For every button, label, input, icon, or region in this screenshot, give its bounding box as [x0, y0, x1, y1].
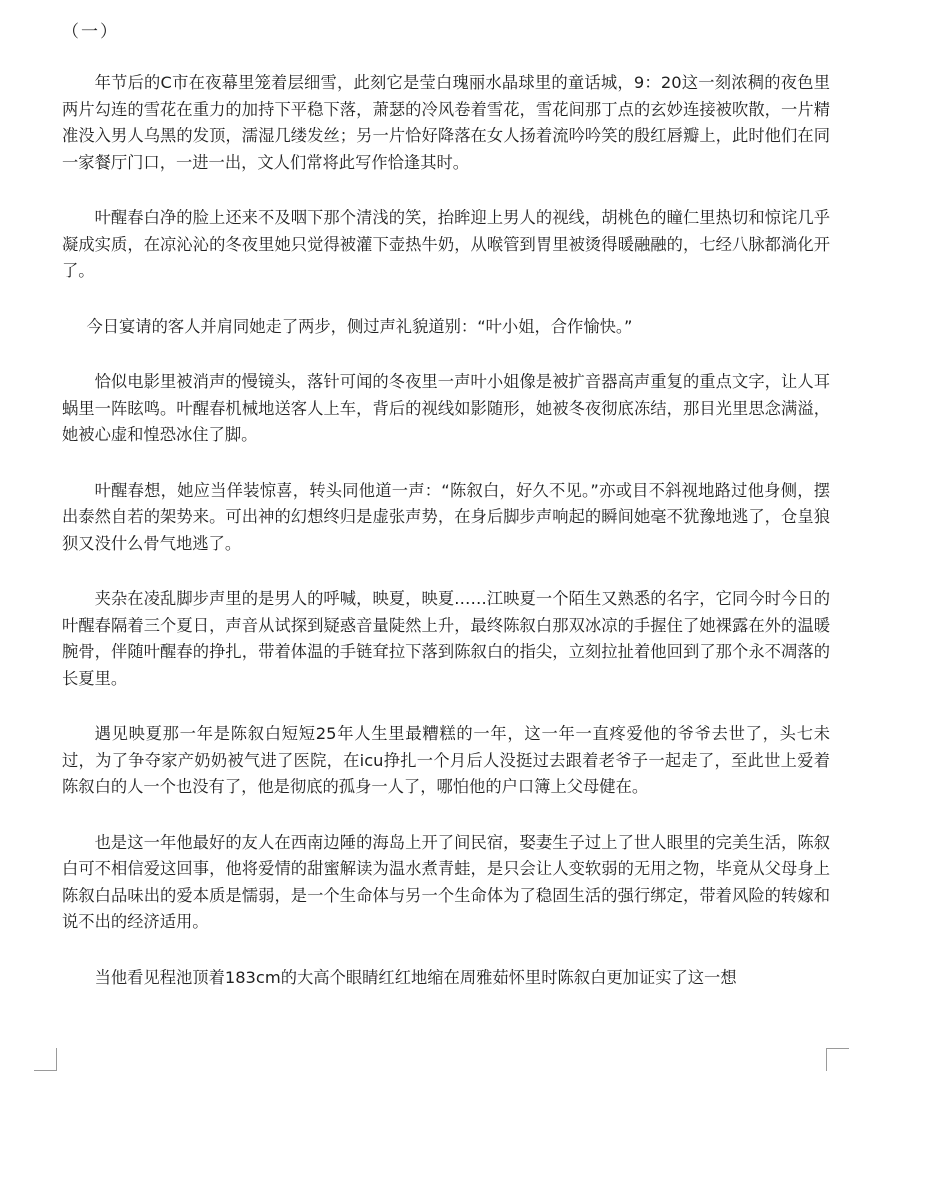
paragraph-6: 夹杂在凌乱脚步声里的是男人的呼喊，映夏，映夏……江映夏一个陌生又熟悉的名字，它同今时今日的叶醒春隔着三个夏日，声音从试探到疑惑音量陡然上升，最终陈叙白那双冰凉的手握住了她裸露在外的温暖腕骨，伴随叶醒春的挣扎，带着体温的手链耷拉下落到陈叙白的指尖，立刻拉扯着他回到了那个永不凋落的长夏里。 — [62, 589, 830, 688]
paragraph-1: 年节后的C市在夜幕里笼着层细雪，此刻它是莹白瑰丽水晶球里的童话城，9：20这一刻浓稠的夜色里两片勾连的雪花在重力的加持下平稳下落，萧瑟的冷风卷着雪花，雪花间那丁点的玄妙连接被吹散，一片精准没入男人乌黑的发顶，濡湿几缕发丝；另一片恰好降落在女人扬着流吟吟笑的殷红唇瓣上，此时他们在同一家餐厅门口，一进一出，文人们常将此写作恰逢其时。 — [62, 73, 830, 172]
paragraph-9: 当他看见程池顶着183cm的大高个眼睛红红地缩在周雅茹怀里时陈叙白更加证实了这一想 — [94, 967, 737, 987]
paragraph-8: 也是这一年他最好的友人在西南边陲的海岛上开了间民宿，娶妻生子过上了世人眼里的完美生活，陈叙白可不相信爱这回事，他将爱情的甜蜜解读为温水煮青蛙，是只会让人变软弱的无用之物，毕竟从父母身上陈叙白品味出的爱本质是懦弱，是一个生命体与另一个生命体为了稳固生活的强行绑定，带着风险的转嫁和说不出的经济适用。 — [62, 832, 830, 931]
page-corner-mark-right — [826, 1048, 849, 1071]
page-corner-mark-left — [34, 1048, 57, 1071]
paragraph-7: 遇见映夏那一年是陈叙白短短25年人生里最糟糕的一年，这一年一直疼爱他的爷爷去世了，头七未过，为了争夺家产奶奶被气进了医院，在icu挣扎一个月后人没挺过去跟着老爷子一起走了，至此世上爱着陈叙白的人一个也没有了，他是彻底的孤身一人了，哪怕他的户口簿上父母健在。 — [62, 724, 830, 796]
paragraph-4: 恰似电影里被消声的慢镜头，落针可闻的冬夜里一声叶小姐像是被扩音器高声重复的重点文字，让人耳蜗里一阵眩鸣。叶醒春机械地送客人上车，背后的视线如影随形，她被冬夜彻底冻结，那目光里思念满溢，她被心虚和惶恐冰住了脚。 — [62, 372, 830, 444]
paragraph-5: 叶醒春想，她应当佯装惊喜，转头同他道一声：“陈叙白，好久不见。”亦或目不斜视地路过他身侧，摆出泰然自若的架势来。可出神的幻想终归是虚张声势，在身后脚步声响起的瞬间她毫不犹豫地逃了，仓皇狼狈又没什么骨气地逃了。 — [62, 480, 830, 553]
paragraph-2: 叶醒春白净的脸上还来不及咽下那个清浅的笑，抬眸迎上男人的视线，胡桃色的瞳仁里热切和惊诧几乎凝成实质，在凉沁沁的冬夜里她只觉得被灌下壶热牛奶，从喉管到胃里被烫得暖融融的，七经八脉都淌化开了。 — [62, 208, 830, 280]
document-body — [62, 70, 830, 1020]
paragraph-3: 今日宴请的客人并肩同她走了两步，侧过声礼貌道别：“叶小姐，合作愉快。” — [86, 316, 633, 336]
chapter-heading: （一） — [62, 22, 119, 42]
